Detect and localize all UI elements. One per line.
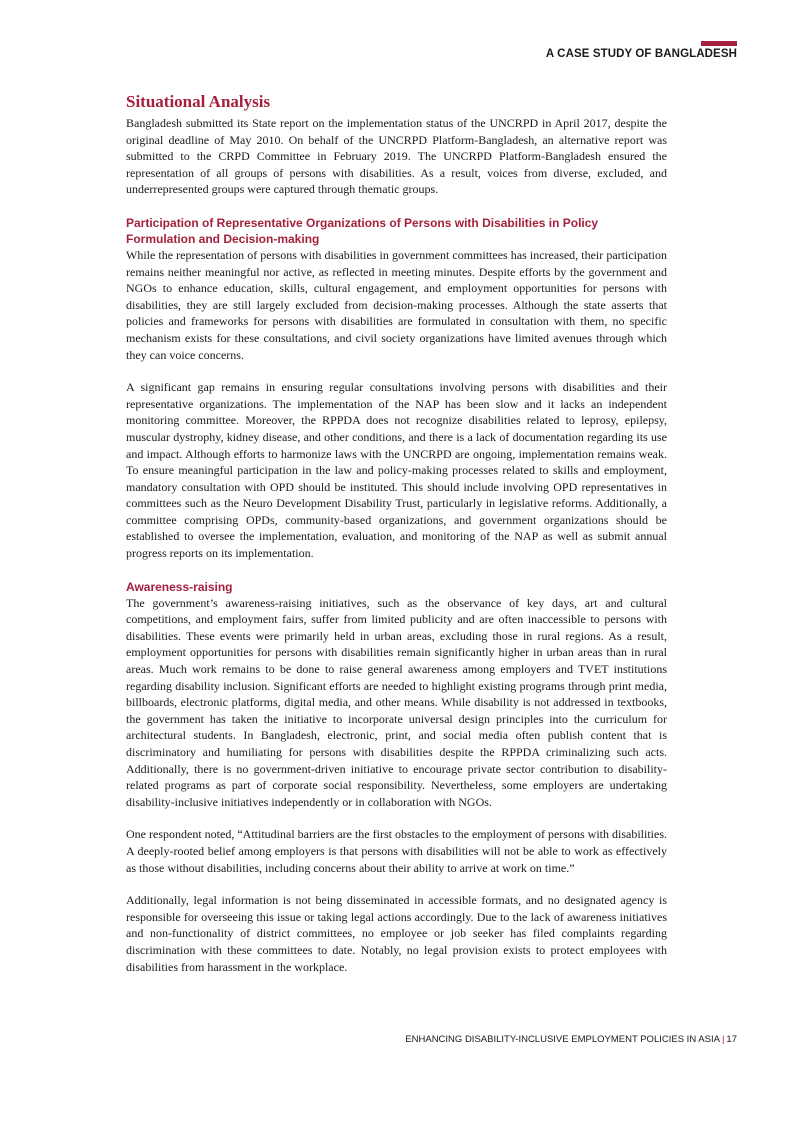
participation-paragraph-1: While the representation of persons with disabilities in government committees has increased, their participation remains neither meaningful nor active, as reflected in meeting minutes. Despite efforts by the government and NGOs to enhance education, skills, cultural engagement, and employment opportunities for persons with disabilities, they are still largely excluded from decision-making processes. Although the state asserts that policies and frameworks for persons with disabilities are formulated in consultation with them, no specific mechanism exists for these consultations, and civil society organizations have limited avenues through which they can voice concerns. [126, 247, 667, 362]
section-title: Situational Analysis [126, 92, 271, 111]
footer-separator: | [721, 1034, 725, 1045]
participation-heading: Participation of Representative Organizations of Persons with Disabilities in Policy Formulation and Decision-making [126, 215, 599, 246]
page-number: 17 [726, 1034, 737, 1045]
page-body [126, 92, 667, 975]
awareness-paragraph-1: The government’s awareness-raising initiatives, such as the observance of key days, art and cultural competitions, and employment fairs, suffer from limited publicity and are often inaccessible to persons with disabilities. These events were primarily held in urban areas, excluding those in rural regions. As a result, employment opportunities for persons with disabilities remain significantly higher in urban areas than in rural areas. Much work remains to be done to raise general awareness among employers and TVET institutions regarding disability inclusion. Significant efforts are needed to highlight existing programs through print media, billboards, electronic platforms, digital media, and other means. While disability is not addressed in textbooks, the government has taken the initiative to incorporate universal design principles into the curriculum for architectural students. In Bangladesh, electronic, print, and social media often publish content that is discriminatory and humiliating for persons with disabilities despite the RPPDA criminalizing such acts. Additionally, there is no government-driven initiative to encourage private sector contribution to disability-related programs as part of corporate social responsibility. Nevertheless, some employers are undertaking disability-inclusive initiatives independently or in collaboration with NGOs. [126, 595, 667, 809]
intro-paragraph: Bangladesh submitted its State report on the implementation status of the UNCRPD in April 2017, despite the original deadline of May 2010. On behalf of the UNCRPD Platform-Bangladesh, an alternative report was submitted to the CRPD Committee in February 2019. The UNCRPD Platform-Bangladesh ensured the representation of all groups of persons with disabilities. As a result, voices from diverse, excluded, and underrepresented groups were captured through thematic groups. [126, 116, 667, 197]
awareness-heading: Awareness-raising [126, 579, 233, 594]
running-header: A CASE STUDY OF BANGLADESH [545, 48, 737, 60]
participation-paragraph-2: A significant gap remains in ensuring regular consultations involving persons with disabilities and their representative organizations. The implementation of the NAP has been slow and it lacks an independent monitoring committee. Moreover, the RPPDA does not recognize disabilities related to leprosy, epilepsy, muscular dystrophy, kidney disease, and other conditions, and there is a lack of documentation regarding its use and impact. Although efforts to harmonize laws with the UNCRPD are ongoing, implementation remains weak. To ensure meaningful participation in the law and policy-making processes related to skills and employment, mandatory consultation with OPD should be instituted. This should include involving OPD representatives in committees such as the Neuro Development Disability Trust, particularly in legislative reforms. Additionally, a committee comprising OPDs, community-based organizations, and government organizations should be established to oversee the implementation, evaluation, and monitoring of the NAP as well as submit annual progress reports on its implementation. [126, 380, 667, 561]
page-footer [405, 1034, 737, 1045]
awareness-paragraph-3: Additionally, legal information is not being disseminated in accessible formats, and no designated agency is responsible for overseeing this issue or taking legal actions accordingly. Due to the lack of awareness initiatives and non-functionality of district committees, no employee or job seeker has filed complaints regarding discrimination with these committees to date. Notably, no legal provision exists to protect employees with disabilities from harassment in the workplace. [126, 893, 667, 974]
footer-publication-title: ENHANCING DISABILITY-INCLUSIVE EMPLOYMENT POLICIES IN ASIA [405, 1034, 720, 1045]
awareness-quote-paragraph: One respondent noted, “Attitudinal barriers are the first obstacles to the employment of persons with disabilities. A deeply-rooted belief among employers is that persons with disabilities will not be able to work as effectively as those without disabilities, including concerns about their ability to arrive at work on time.” [126, 827, 667, 875]
header-accent-bar [701, 41, 737, 46]
